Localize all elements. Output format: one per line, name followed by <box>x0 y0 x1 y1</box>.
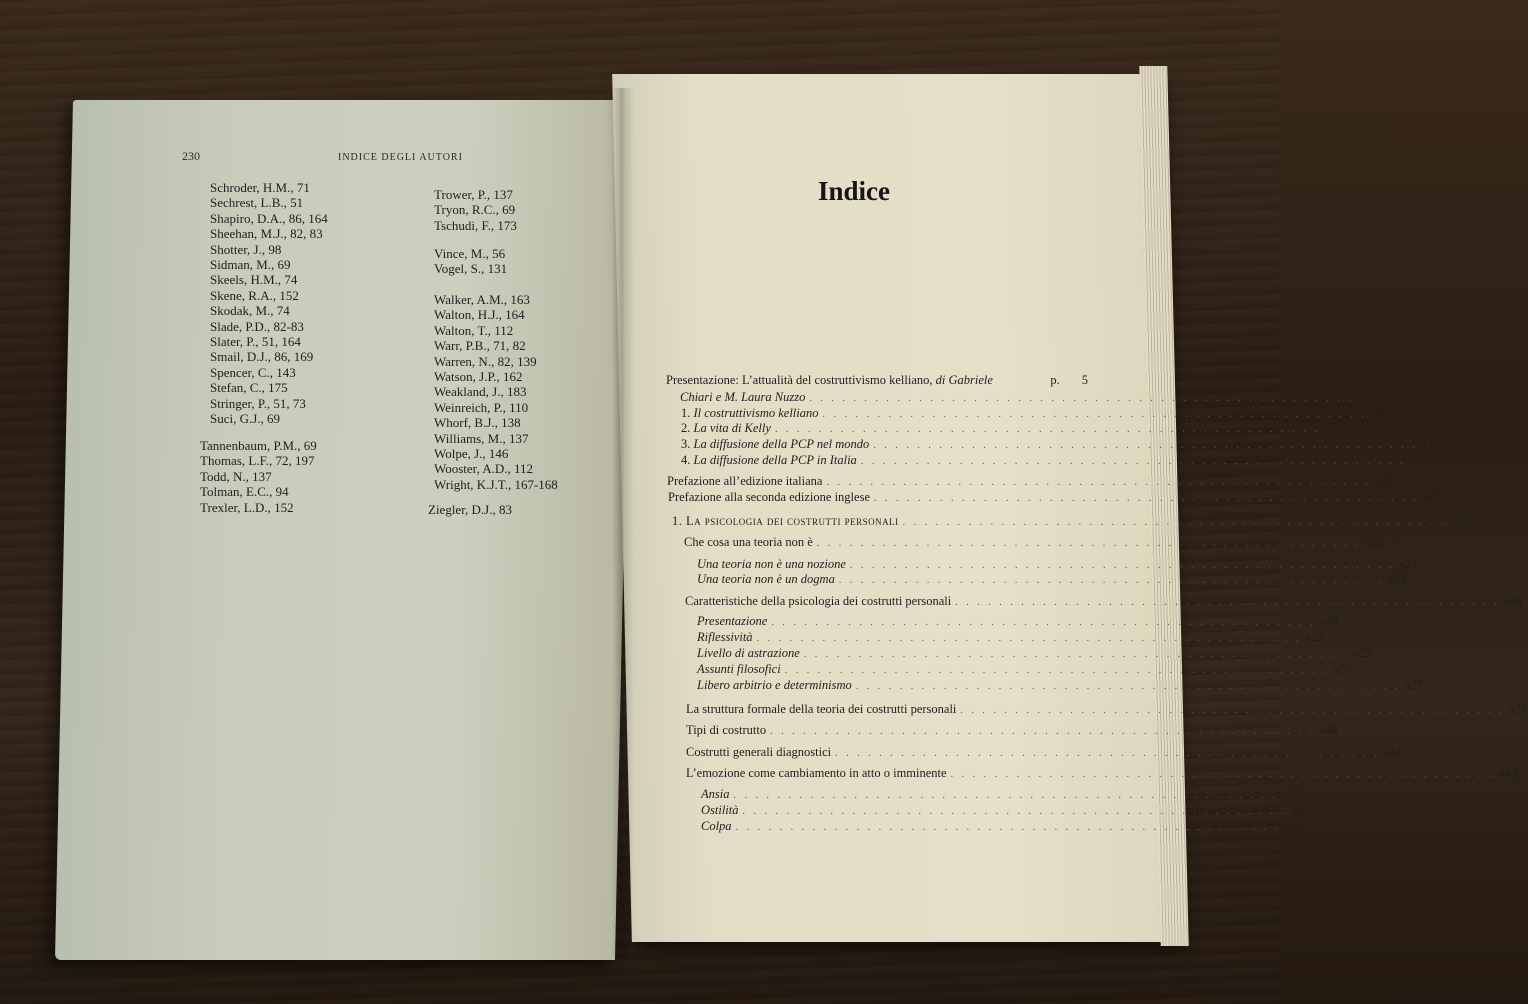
toc-page-number: 22 <box>1404 557 1418 571</box>
toc-leader-dots: . . . . . . . . . . . . . . . . . . . . . . . . . . . . . . . . . . . . . . . . . . . . . . . . . . <box>873 440 1418 451</box>
toc-page-number: 5 <box>1364 390 1371 404</box>
toc-leader-dots: . . . . . . . . . . . . . . . . . . . . . . . . . . . . . . . . . . . . . . . . . . . . . . . . . . <box>756 633 1302 644</box>
author-index-entry: Warr, P.B., 71, 82 <box>434 338 526 354</box>
toc-label-italic: La diffusione della PCP in Italia <box>693 453 857 467</box>
left-book-page <box>55 100 633 960</box>
toc-entry-label <box>666 373 993 388</box>
toc-entry <box>686 723 1338 738</box>
author-index-entry: Walker, A.M., 163 <box>434 292 530 307</box>
toc-page-marker: » <box>1421 437 1429 451</box>
toc-page-number: 5 <box>1081 373 1088 387</box>
author-index-entry: Slater, P., 51, 164 <box>210 334 301 350</box>
toc-entry <box>668 490 1442 505</box>
toc-label-text: Tipi di costrutto <box>686 723 767 737</box>
toc-entry-label <box>684 535 813 550</box>
toc-entry <box>701 819 1303 834</box>
toc-page-number: 8 <box>1377 406 1384 420</box>
toc-entry <box>684 535 1385 550</box>
author-index-entry: Vogel, S., 131 <box>434 261 508 277</box>
toc-entry-label <box>697 614 767 629</box>
toc-page-number: 9 <box>1329 421 1336 435</box>
toc-entry-label <box>686 745 831 760</box>
toc-label-italic: Chiari e M. Laura Nuzzo <box>680 390 806 404</box>
toc-leader-dots: . . . . . . . . . . . . . . . . . . . . . . . . . . . . . . . . . . . . . . . . . . . . . . . . . . <box>826 477 1371 488</box>
author-index-entry: Sheehan, M.J., 82, 83 <box>210 226 323 242</box>
toc-entry <box>666 373 1088 388</box>
toc-entry <box>680 390 1371 405</box>
toc-leader-dots: . . . . . . . . . . . . . . . . . . . . . . . . . . . . . . . . . . . . . . . . . . . . . . . . . . <box>774 424 1320 435</box>
toc-entry <box>681 437 1441 452</box>
toc-entry-label <box>681 453 857 468</box>
toc-entry-label <box>667 474 822 489</box>
toc-label-italic: Ostilità <box>701 803 739 817</box>
toc-leader-dots: . . . . . . . . . . . . . . . . . . . . . . . . . . . . . . . . . . . . . . . . . . . . . . . . . . <box>735 822 1281 833</box>
toc-page-number: 22 <box>1371 535 1385 549</box>
toc-page-number: 25 <box>1358 646 1372 660</box>
toc-label-italic: Colpa <box>701 819 732 833</box>
toc-page-marker: » <box>1503 594 1510 608</box>
author-index-entry: Weakland, J., 183 <box>434 384 527 400</box>
author-index-entry: Thomas, L.F., 72, 197 <box>200 453 315 469</box>
toc-page-marker: » <box>1451 514 1458 528</box>
toc-label-text: Prefazione alla seconda edizione inglese <box>668 490 870 504</box>
author-index-column-2c <box>434 292 558 492</box>
toc-label-text: Caratteristiche della psicologia dei costrutti personali <box>685 594 952 608</box>
author-index-entry: Weinreich, P., 110 <box>434 399 529 415</box>
toc-label-text: 1. La psicologia dei costrutti personali <box>672 514 899 528</box>
toc-entry <box>667 474 1394 489</box>
toc-leader-dots: . . . . . . . . . . . . . . . . . . . . . . . . . . . . . . . . . . . . . . . . . . . . . . . . . . <box>960 705 1505 716</box>
author-index-entry: Warren, N., 82, 139 <box>434 353 537 369</box>
toc-page-number: 26 <box>1339 662 1352 676</box>
author-index-entry: Shotter, J., 98 <box>210 241 282 257</box>
toc-page-marker: » <box>1422 490 1429 504</box>
author-index-entry: Slade, P.D., 82-83 <box>210 318 304 334</box>
toc-leader-dots: . . . . . . . . . . . . . . . . . . . . . . . . . . . . . . . . . . . . . . . . . . . . . . . . . . <box>955 597 1500 608</box>
author-index-entry: Skene, R.A., 152 <box>210 287 299 303</box>
toc-entry-label <box>697 572 835 587</box>
toc-label-italic: La diffusione della PCP nel mondo <box>693 437 870 451</box>
toc-page-number: 23 <box>1393 572 1407 586</box>
toc-page-marker: » <box>1333 662 1340 676</box>
left-running-head: INDICE DEGLI AUTORI <box>338 152 463 163</box>
toc-entry <box>697 678 1423 693</box>
toc-label-text: Presentazione: L’attualità del costruttivismo kelliano, <box>666 373 936 387</box>
toc-label-italic: Una teoria non è un dogma <box>697 572 835 586</box>
toc-label-italic: Riflessività <box>697 630 753 644</box>
toc-entry <box>697 557 1418 572</box>
toc-page-marker: » <box>1508 702 1516 716</box>
toc-entry <box>685 594 1523 609</box>
toc-entry-label <box>701 787 729 802</box>
toc-entry-label <box>681 421 771 436</box>
toc-page-marker: » <box>1398 557 1405 571</box>
toc-entry <box>701 787 1301 802</box>
toc-leader-dots: . . . . . . . . . . . . . . . . . . . . . . . . . . . . . . . . . . . . . . . . . . . . . . . . . . <box>950 769 1496 780</box>
toc-entry-label <box>686 766 947 781</box>
author-index-entry: Stringer, P., 51, 73 <box>210 395 306 411</box>
toc-page-number: 24 <box>1510 594 1523 608</box>
toc-page-number: 21 <box>1457 514 1470 528</box>
toc-entry-label <box>668 490 870 505</box>
toc-label-italic: Il costruttivismo kelliano <box>693 406 819 420</box>
toc-label-text: 2. <box>681 421 694 435</box>
author-index-entry: Tolman, E.C., 94 <box>200 484 289 500</box>
author-index-entry: Williams, M., 137 <box>434 430 529 446</box>
toc-leader-dots: . . . . . . . . . . . . . . . . . . . . . . . . . . . . . . . . . . . . . . . . . . . . . . . . . . <box>838 575 1384 586</box>
toc-page-number: 27 <box>1410 678 1423 692</box>
toc-page-number: 24 <box>1326 614 1339 628</box>
toc-entry <box>681 453 1429 468</box>
toc-label-text: Costrutti generali diagnostici <box>686 745 832 759</box>
author-index-column-2b <box>434 246 507 277</box>
toc-entry <box>697 572 1407 587</box>
author-index-column-1 <box>210 180 328 427</box>
toc-page-marker: » <box>1499 766 1506 780</box>
toc-page-marker: » <box>1374 474 1382 488</box>
book-gutter-shadow <box>612 88 634 958</box>
toc-entry <box>697 614 1339 629</box>
toc-entry <box>681 421 1336 436</box>
toc-page-number: 41 <box>1389 745 1403 759</box>
toc-leader-dots: . . . . . . . . . . . . . . . . . . . . . . . . . . . . . . . . . . . . . . . . . . . . . . . . . . <box>902 517 1448 528</box>
author-index-entry: Wooster, A.D., 112 <box>434 461 534 477</box>
page-title: Indice <box>818 176 891 206</box>
author-index-entry: Spencer, C., 143 <box>210 364 296 380</box>
toc-page-number: 10 <box>1428 437 1441 451</box>
toc-label-text: La struttura formale della teoria dei costrutti personali <box>686 702 957 716</box>
toc-leader-dots: . . . . . . . . . . . . . . . . . . . . . . . . . . . . . . . . . . . . . . . . . . . . . . . . . . <box>874 493 1419 504</box>
toc-leader-dots: . . . . . . . . . . . . . . . . . . . . . . . . . . . . . . . . . . . . . . . . . . . . . . . . . . <box>809 393 1354 404</box>
toc-leader-dots: . . . . . . . . . . . . . . . . . . . . . . . . . . . . . . . . . . . . . . . . . . . . . . . . . . <box>849 560 1395 571</box>
author-index-entry: Watson, J.P., 162 <box>434 369 523 385</box>
author-index-entry: Trexler, L.D., 152 <box>200 499 294 515</box>
toc-page-number: 44 <box>1297 803 1310 817</box>
toc-page-marker: » <box>1383 745 1390 759</box>
toc-leader-dots: . . . . . . . . . . . . . . . . . . . . . . . . . . . . . . . . . . . . . . . . . . . . . . . . . . <box>855 681 1401 692</box>
toc-leader-dots: . . . . . . . . . . . . . . . . . . . . . . . . . . . . . . . . . . . . . . . . . . . . . . . . . . <box>784 665 1330 676</box>
toc-entry <box>697 662 1352 677</box>
toc-entry-label <box>685 594 951 609</box>
toc-entry-label <box>697 678 852 693</box>
toc-entry-label <box>697 557 846 572</box>
author-index-entry: Wolpe, J., 146 <box>434 446 509 462</box>
toc-leader-dots: . . . . . . . . . . . . . . . . . . . . . . . . . . . . . . . . . . . . . . . . . . . . . . . . . . <box>742 806 1288 817</box>
author-index-entry: Walton, T., 112 <box>434 322 514 338</box>
toc-entry <box>686 702 1528 717</box>
author-index-entry: Skeels, H.M., 74 <box>210 272 298 288</box>
toc-entry <box>697 646 1372 661</box>
toc-page-marker: » <box>1365 535 1372 549</box>
toc-entry-label <box>672 514 899 529</box>
toc-leader-dots: . . . . . . . . . . . . . . . . . . . . . . . . . . . . . . . . . . . . . . . . . . . . . . . . . . <box>771 617 1316 628</box>
toc-leader-dots: . . . . . . . . . . . . . . . . . . . . . . . . . . . . . . . . . . . . . . . . . . . . . . . . . . <box>770 726 1315 737</box>
toc-page-number: 28 <box>1515 702 1528 716</box>
author-index-entry: Tschudi, F., 173 <box>434 217 517 233</box>
author-index-entry: Whorf, B.J., 138 <box>434 415 521 431</box>
author-index-entry: Vince, M., 56 <box>434 246 506 261</box>
toc-label-text: 4. <box>681 453 694 467</box>
toc-entry-label <box>701 819 732 834</box>
author-index-entry: Shapiro, D.A., 86, 164 <box>210 210 328 226</box>
toc-page-number: 25 <box>1311 630 1324 644</box>
toc-entry-label <box>686 702 956 717</box>
author-index-entry: Tryon, R.C., 69 <box>434 202 516 218</box>
author-index-entry: Stefan, C., 175 <box>210 380 288 396</box>
toc-entry <box>672 514 1470 529</box>
author-index-entry: Tannenbaum, P.M., 69 <box>200 438 317 453</box>
toc-page-marker: » <box>1281 787 1289 801</box>
toc-label-italic: Libero arbitrio e determinismo <box>697 678 852 692</box>
toc-entry <box>686 766 1518 781</box>
author-index-entry: Walton, H.J., 164 <box>434 307 525 323</box>
author-index-entry: Sechrest, L.B., 51 <box>210 195 304 211</box>
toc-label-italic: Ansia <box>701 787 730 801</box>
author-index-entry: Smail, D.J., 86, 169 <box>210 349 314 365</box>
toc-page-number: 43 <box>1288 787 1301 801</box>
author-index-entry: Wright, K.J.T., 167-168 <box>434 476 558 492</box>
toc-page-marker: » <box>1370 406 1378 420</box>
toc-label-italic: La vita di Kelly <box>693 421 771 435</box>
toc-page-marker: » <box>1409 453 1416 467</box>
toc-label-text: L’emozione come cambiamento in atto o imminente <box>686 766 947 780</box>
toc-entry-label <box>697 662 781 677</box>
toc-page-number: 21 <box>1428 490 1442 504</box>
author-index-entry: Todd, N., 137 <box>200 468 272 484</box>
toc-page-number: 17 <box>1381 474 1394 488</box>
author-index-entry: Sidman, M., 69 <box>210 257 291 273</box>
toc-entry-label <box>681 406 818 421</box>
toc-leader-dots: . . . . . . . . . . . . . . . . . . . . . . . . . . . . . . . . . . . . . . . . . . . . . . . . . . <box>733 790 1278 801</box>
toc-entry <box>686 745 1403 760</box>
toc-entry-label <box>680 390 805 405</box>
author-index-entry: Trower, P., 137 <box>434 187 513 202</box>
author-index-column-1b <box>200 438 317 515</box>
toc-entry <box>681 406 1384 421</box>
toc-entry <box>697 630 1324 645</box>
toc-page-marker: » <box>1357 390 1365 404</box>
toc-label-italic: Assunti filosofici <box>697 662 781 676</box>
toc-entry-label <box>701 803 739 818</box>
toc-label-text: 3. <box>681 437 694 451</box>
toc-page-marker: » <box>1352 646 1359 660</box>
toc-label-italic: Livello di astrazione <box>697 646 800 660</box>
author-index-entry: Ziegler, D.J., 83 <box>428 502 512 517</box>
toc-entry <box>701 803 1310 818</box>
toc-page-marker: » <box>1323 421 1330 435</box>
author-index-entry: Schroder, H.M., 71 <box>210 180 310 195</box>
toc-page-marker: p. <box>1050 373 1060 387</box>
toc-entry-label <box>686 723 766 738</box>
toc-label-text: 1. <box>681 406 694 420</box>
toc-entry-label <box>697 630 753 645</box>
author-index-entry: Suci, G.J., 69 <box>210 411 281 427</box>
toc-page-marker: » <box>1319 614 1327 628</box>
toc-leader-dots: . . . . . . . . . . . . . . . . . . . . . . . . . . . . . . . . . . . . . . . . . . . . . . . . . . <box>822 409 1367 420</box>
toc-label-text: Che cosa una teoria non è <box>684 535 813 549</box>
author-index-column-2a <box>434 187 517 233</box>
toc-leader-dots: . . . . . . . . . . . . . . . . . . . . . . . . . . . . . . . . . . . . . . . . . . . . . . . . . . <box>803 649 1349 660</box>
toc-page-marker: » <box>1404 678 1411 692</box>
toc-page-number: 40 <box>1324 723 1338 737</box>
author-index-entry: Skodak, M., 74 <box>210 303 290 319</box>
toc-page-marker: » <box>1318 723 1325 737</box>
toc-entry-label <box>697 646 800 661</box>
author-index-column-2d <box>428 502 512 517</box>
toc-page-number: 42 <box>1505 766 1518 780</box>
toc-page-number: 13 <box>1415 453 1429 467</box>
toc-label-italic: Presentazione <box>697 614 768 628</box>
toc-page-marker: » <box>1291 803 1298 817</box>
toc-label-italic: Una teoria non è una nozione <box>697 557 846 571</box>
toc-leader-dots: . . . . . . . . . . . . . . . . . . . . . . . . . . . . . . . . . . . . . . . . . . . . . . . . . . <box>816 538 1362 549</box>
toc-label-italic: di Gabriele <box>935 373 993 387</box>
left-page-number: 230 <box>182 149 200 163</box>
toc-label-text: Prefazione all’edizione italiana <box>667 474 823 488</box>
toc-leader-dots: . . . . . . . . . . . . . . . . . . . . . . . . . . . . . . . . . . . . . . . . . . . . . . . . . . <box>860 456 1406 467</box>
toc-entry-label <box>681 437 869 452</box>
toc-page-marker: » <box>1284 819 1291 833</box>
toc-page-marker: » <box>1305 630 1312 644</box>
toc-page-marker: » <box>1387 572 1394 586</box>
toc-leader-dots: . . . . . . . . . . . . . . . . . . . . . . . . . . . . . . . . . . . . . . . . . . . . . . . . . . <box>835 748 1380 759</box>
toc-page-number: 44 <box>1290 819 1303 833</box>
